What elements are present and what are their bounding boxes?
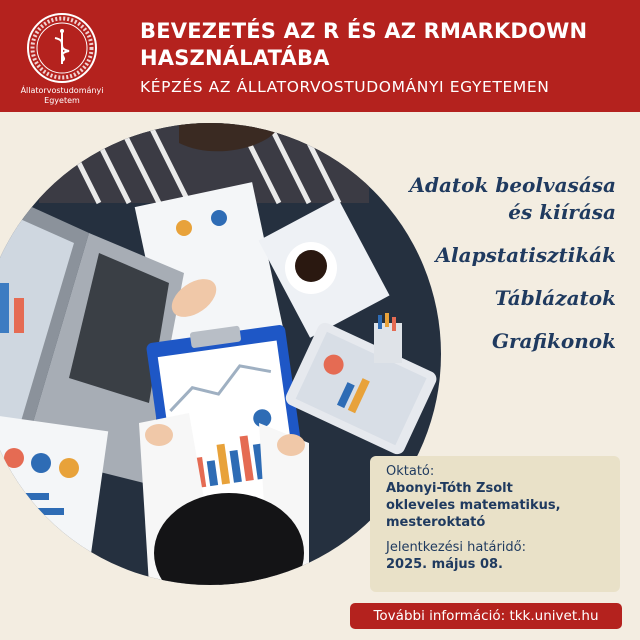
instructor-name: Abonyi-Tóth Zsolt — [386, 481, 513, 496]
university-logo — [12, 10, 112, 110]
header-banner — [0, 0, 640, 112]
instructor-title-line1: okleveles matematikus, — [386, 498, 561, 513]
topic-line2: és kiírása — [508, 200, 616, 224]
topic-item — [376, 172, 616, 226]
topic-item — [376, 242, 616, 269]
instructor-title-line2: mesteroktató — [386, 515, 486, 530]
logo-caption-line1: Állatorvostudományi — [20, 86, 104, 95]
logo-caption — [12, 86, 112, 106]
title-line2: HASZNÁLATÁBA — [140, 46, 330, 70]
deadline-value: 2025. május 08. — [386, 557, 503, 572]
title-line1: BEVEZETÉS AZ R ÉS AZ RMARKDOWN — [140, 19, 588, 43]
topic-item — [376, 328, 616, 355]
topic-item — [376, 285, 616, 312]
topic-line1: Adatok beolvasása — [409, 173, 616, 197]
subtitle: KÉPZÉS AZ ÁLLATORVOSTUDOMÁNYI EGYETEMEN — [140, 78, 550, 96]
instructor-label: Oktató: — [386, 464, 435, 479]
topics-list — [376, 172, 616, 371]
university-seal-icon — [24, 10, 100, 86]
topic-line1: Grafikonok — [491, 329, 616, 353]
topic-line1: Táblázatok — [494, 286, 616, 310]
logo-caption-line2: Egyetem — [44, 96, 80, 105]
course-info-box — [370, 456, 620, 592]
deadline-label: Jelentkezési határidő: — [386, 540, 526, 555]
more-info-link[interactable]: További információ: tkk.univet.hu — [350, 603, 622, 629]
topic-line1: Alapstatisztikák — [435, 243, 616, 267]
